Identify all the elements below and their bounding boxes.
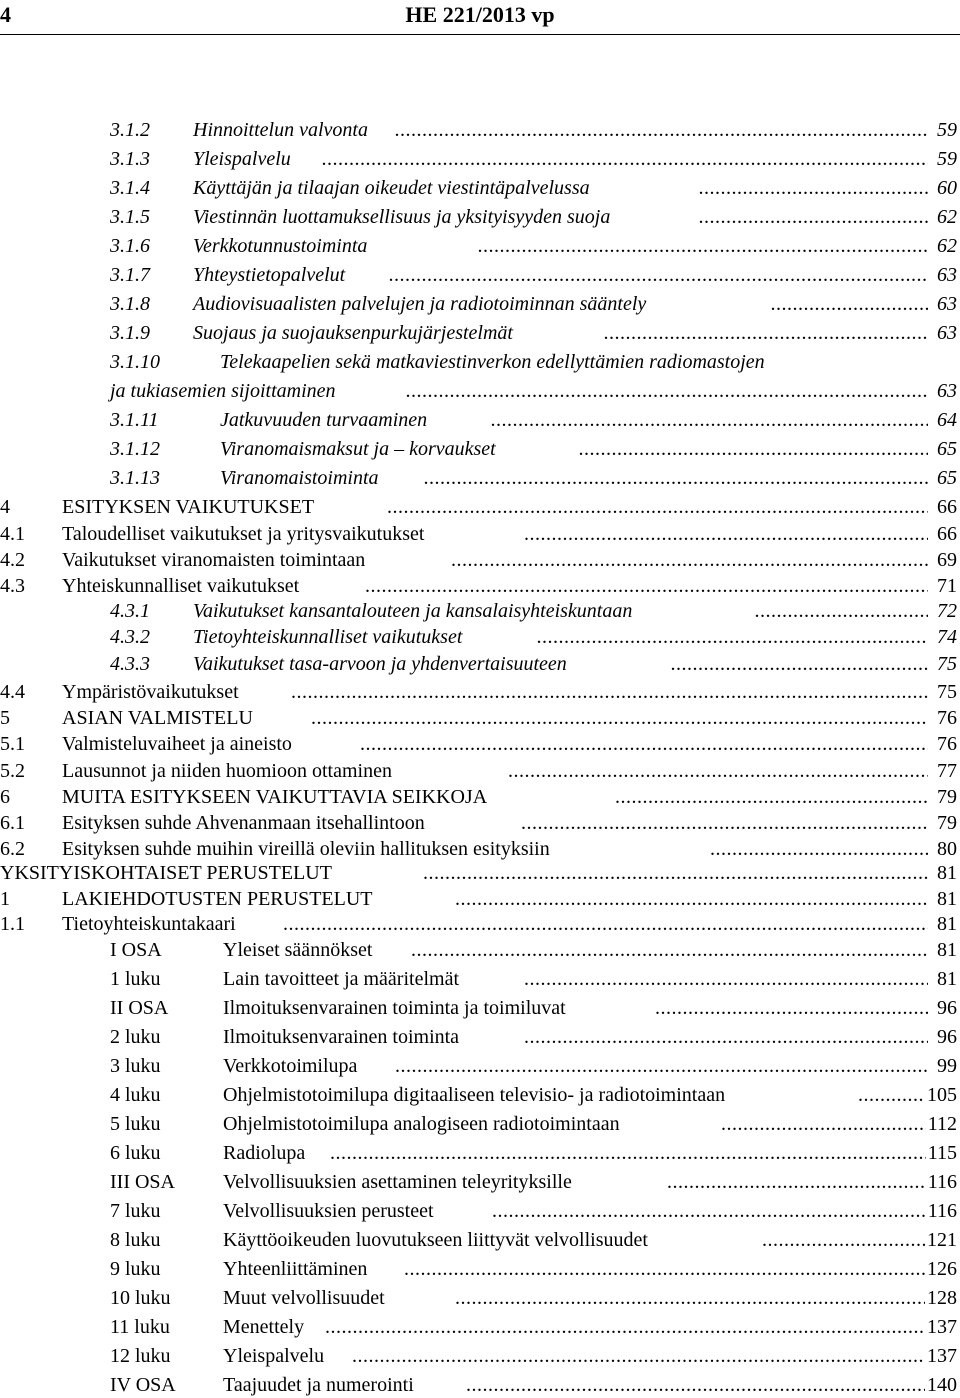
- toc-entry-title: Tietoyhteiskuntakaari: [62, 913, 236, 935]
- toc-entry-title: Vaikutukset tasa-arvoon ja yhdenvertaisuuteen: [193, 653, 567, 675]
- toc-leader-dots: [451, 547, 928, 573]
- toc-leader-dots: [311, 705, 928, 731]
- toc-entry-number: 3.1.11: [110, 409, 159, 431]
- toc-entry[interactable]: [0, 731, 960, 757]
- toc-entry-title: Viestinnän luottamuksellisuus ja yksityisyyden suoja: [193, 206, 611, 228]
- toc-entry-title: Esityksen suhde muihin vireillä oleviin hallituksen esityksiin: [62, 838, 550, 860]
- toc-entry-number: 6.2: [0, 838, 25, 860]
- toc-leader-dots: [699, 204, 928, 230]
- toc-entry[interactable]: [0, 1372, 960, 1398]
- toc-entry-number: I OSA: [110, 939, 162, 961]
- toc-leader-dots: [387, 494, 928, 520]
- toc-entry-title: Muut velvollisuudet: [223, 1287, 385, 1309]
- toc-leader-dots: [521, 810, 928, 836]
- toc-entry-title: Audiovisuaalisten palvelujen ja radiotoiminnan sääntely: [193, 293, 647, 315]
- toc-entry[interactable]: [0, 291, 960, 317]
- toc-entry-page: 126: [927, 1258, 957, 1280]
- toc-entry[interactable]: [0, 810, 960, 836]
- toc-leader-dots: [762, 1227, 928, 1253]
- toc-entry-number: 9 luku: [110, 1258, 161, 1280]
- toc-entry[interactable]: [0, 1256, 960, 1282]
- toc-entry[interactable]: [0, 1082, 960, 1108]
- toc-entry-title: Hinnoittelun valvonta: [193, 119, 368, 141]
- toc-entry-title: Ympäristövaikutukset: [62, 681, 239, 703]
- toc-leader-dots: [655, 995, 928, 1021]
- toc-entry-number: 3 luku: [110, 1055, 161, 1077]
- toc-leader-dots: [365, 573, 928, 599]
- toc-entry-title: Vaikutukset kansantalouteen ja kansalaisyhteiskuntaan: [193, 600, 633, 622]
- toc-entry-title: ASIAN VALMISTELU: [62, 707, 253, 729]
- toc-leader-dots: [492, 1198, 928, 1224]
- toc-entry-page: 81: [937, 888, 957, 910]
- toc-entry-page: 60: [937, 177, 957, 199]
- toc-entry[interactable]: [0, 175, 960, 201]
- toc-entry-page: 96: [937, 1026, 957, 1048]
- toc-leader-dots: [455, 886, 928, 912]
- toc-leader-dots: [524, 1024, 928, 1050]
- toc-entry-title: LAKIEHDOTUSTEN PERUSTELUT: [62, 888, 373, 910]
- toc-entry-number: 3.1.5: [110, 206, 150, 228]
- toc-entry-number: 4.4: [0, 681, 25, 703]
- toc-entry[interactable]: [0, 679, 960, 705]
- toc-entry-number: 5 luku: [110, 1113, 161, 1135]
- toc-leader-dots: [524, 966, 928, 992]
- toc-entry-page: 79: [937, 812, 957, 834]
- toc-entry-title: Ohjelmistotoimilupa digitaaliseen televisio- ja radiotoimintaan: [223, 1084, 726, 1106]
- toc-entry-page: 63: [937, 380, 957, 402]
- toc-entry-number: 3.1.12: [110, 438, 160, 460]
- toc-entry-number: 3.1.7: [110, 264, 150, 286]
- toc-entry[interactable]: [0, 995, 960, 1021]
- toc-entry-page: 66: [937, 496, 957, 518]
- toc-leader-dots: [604, 320, 928, 346]
- toc-leader-dots: [537, 624, 928, 650]
- toc-entry-number: 3.1.2: [110, 119, 150, 141]
- toc-entry-title: Yleiset säännökset: [223, 939, 373, 961]
- toc-entry-page: 72: [937, 600, 957, 622]
- toc-entry-page: 59: [937, 119, 957, 141]
- toc-entry-number: 4.1: [0, 523, 25, 545]
- toc-entry-number: 4.2: [0, 549, 25, 571]
- toc-entry[interactable]: [0, 784, 960, 810]
- toc-entry-number: 5.2: [0, 760, 25, 782]
- toc-entry-title-continued: ja tukiasemien sijoittaminen: [110, 380, 336, 402]
- toc-entry[interactable]: [0, 1140, 960, 1166]
- toc-entry-page: 69: [937, 549, 957, 571]
- toc-leader-dots: [411, 937, 928, 963]
- toc-entry[interactable]: [0, 651, 960, 677]
- toc-entry-number: 1: [0, 888, 10, 910]
- toc-entry[interactable]: [0, 1343, 960, 1369]
- toc-leader-dots: [508, 758, 928, 784]
- toc-entry-number: 4 luku: [110, 1084, 161, 1106]
- toc-entry-title: MUITA ESITYKSEEN VAIKUTTAVIA SEIKKOJA: [62, 786, 488, 808]
- toc-entry-number: 3.1.4: [110, 177, 150, 199]
- toc-entry[interactable]: [0, 886, 960, 912]
- toc-entry-page: 81: [937, 862, 957, 884]
- toc-entry[interactable]: [0, 911, 960, 937]
- toc-entry[interactable]: [0, 758, 960, 784]
- toc-entry-page: 59: [937, 148, 957, 170]
- toc-entry-title: Radiolupa: [223, 1142, 306, 1164]
- toc-leader-dots: [291, 679, 928, 705]
- toc-entry-title: Jatkuvuuden turvaaminen: [220, 409, 428, 431]
- toc-entry[interactable]: [0, 937, 960, 963]
- toc-entry-number: 4: [0, 496, 10, 518]
- toc-entry-page: 71: [937, 575, 957, 597]
- toc-entry-page: 81: [937, 939, 957, 961]
- toc-entry-number: 1 luku: [110, 968, 161, 990]
- toc-entry[interactable]: [0, 494, 960, 520]
- toc-entry-number: 4.3.3: [110, 653, 150, 675]
- toc-entry-title: Tietoyhteiskunnalliset vaikutukset: [193, 626, 463, 648]
- toc-entry-number: 3.1.3: [110, 148, 150, 170]
- toc-entry-number: 6 luku: [110, 1142, 161, 1164]
- toc-entry-title: Yhteenliittäminen: [223, 1258, 368, 1280]
- toc-entry-title: Velvollisuuksien perusteet: [223, 1200, 434, 1222]
- toc-entry-title: Käyttöoikeuden luovutukseen liittyvät velvollisuudet: [223, 1229, 648, 1251]
- toc-entry-page: 66: [937, 523, 957, 545]
- document-reference: HE 221/2013 vp: [405, 2, 555, 27]
- toc-entry-page: 116: [927, 1200, 957, 1222]
- toc-entry-number: 5.1: [0, 733, 25, 755]
- toc-leader-dots: [858, 1082, 928, 1108]
- toc-entry-page: 79: [937, 786, 957, 808]
- toc-entry-number: 3.1.9: [110, 322, 150, 344]
- toc-entry-title: Verkkotoimilupa: [223, 1055, 358, 1077]
- toc-entry-number: 12 luku: [110, 1345, 171, 1367]
- toc-entry-page: 121: [927, 1229, 957, 1251]
- toc-leader-dots: [491, 407, 928, 433]
- toc-entry-page: 81: [937, 968, 957, 990]
- toc-entry[interactable]: [0, 1198, 960, 1224]
- toc-entry-page: 63: [937, 264, 957, 286]
- toc-entry-page: 80: [937, 838, 957, 860]
- toc-entry[interactable]: [0, 547, 960, 573]
- toc-leader-dots: [406, 378, 928, 404]
- toc-leader-dots: [424, 465, 928, 491]
- toc-leader-dots: [325, 1314, 928, 1340]
- toc-entry-number: 6.1: [0, 812, 25, 834]
- toc-leader-dots: [395, 117, 928, 143]
- toc-entry-title: Lain tavoitteet ja määritelmät: [223, 968, 460, 990]
- toc-leader-dots: [283, 911, 928, 937]
- toc-entry-title: Taajuudet ja numerointi: [223, 1374, 414, 1396]
- toc-entry-number: 11 luku: [110, 1316, 170, 1338]
- toc-entry[interactable]: [0, 465, 960, 491]
- toc-leader-dots: [395, 1053, 928, 1079]
- toc-entry[interactable]: [0, 521, 960, 547]
- toc-leader-dots: [667, 1169, 928, 1195]
- toc-entry-title: Valmisteluvaiheet ja aineisto: [62, 733, 292, 755]
- toc-entry[interactable]: [0, 351, 960, 404]
- toc-entry-page: 137: [927, 1345, 957, 1367]
- toc-entry-page: 115: [927, 1142, 957, 1164]
- toc-entry[interactable]: [0, 1314, 960, 1340]
- toc-entry[interactable]: [0, 1024, 960, 1050]
- toc-entry[interactable]: [0, 705, 960, 731]
- toc-entry[interactable]: [0, 146, 960, 172]
- toc-entry-title: Verkkotunnustoiminta: [193, 235, 368, 257]
- toc-entry[interactable]: [0, 624, 960, 650]
- toc-entry-page: 65: [937, 467, 957, 489]
- toc-entry-page: 76: [937, 707, 957, 729]
- toc-entry[interactable]: [0, 836, 960, 862]
- toc-entry-page: 96: [937, 997, 957, 1019]
- toc-entry[interactable]: [0, 436, 960, 462]
- toc-entry[interactable]: [0, 1285, 960, 1311]
- toc-leader-dots: [771, 291, 928, 317]
- toc-entry-page: 63: [937, 322, 957, 344]
- toc-entry-title: Yleispalvelu: [193, 148, 291, 170]
- toc-entry-title: Yhteystietopalvelut: [193, 264, 346, 286]
- toc-entry-page: 65: [937, 438, 957, 460]
- toc-entry-page: 81: [937, 913, 957, 935]
- toc-entry-page: 116: [927, 1171, 957, 1193]
- toc-entry-page: 63: [937, 293, 957, 315]
- toc-entry[interactable]: [0, 1053, 960, 1079]
- toc-entry-title: Yhteiskunnalliset vaikutukset: [62, 575, 300, 597]
- toc-entry-number: 1.1: [0, 913, 25, 935]
- toc-entry-page: 105: [927, 1084, 957, 1106]
- toc-entry-page: 112: [927, 1113, 957, 1135]
- toc-entry-number: III OSA: [110, 1171, 175, 1193]
- toc-entry[interactable]: [0, 598, 960, 624]
- toc-entry[interactable]: [0, 860, 960, 886]
- toc-entry-title: Käyttäjän ja tilaajan oikeudet viestintäpalvelussa: [193, 177, 590, 199]
- toc-entry-page: 64: [937, 409, 957, 431]
- toc-entry-title: Suojaus ja suojauksenpurkujärjestelmät: [193, 322, 513, 344]
- toc-entry-title: Vaikutukset viranomaisten toimintaan: [62, 549, 366, 571]
- toc-entry[interactable]: [0, 1169, 960, 1195]
- toc-entry[interactable]: [0, 1227, 960, 1253]
- toc-leader-dots: [755, 598, 928, 624]
- toc-leader-dots: [330, 1140, 928, 1166]
- toc-leader-dots: [322, 146, 928, 172]
- toc-entry-title: Velvollisuuksien asettaminen teleyrityksille: [223, 1171, 572, 1193]
- toc-leader-dots: [671, 651, 928, 677]
- toc-entry-number: 10 luku: [110, 1287, 171, 1309]
- toc-entry-page: 62: [937, 235, 957, 257]
- toc-entry[interactable]: [0, 117, 960, 143]
- toc-entry-page: 99: [937, 1055, 957, 1077]
- toc-entry[interactable]: [0, 966, 960, 992]
- toc-entry-page: 140: [927, 1374, 957, 1396]
- toc-entry-number: 2 luku: [110, 1026, 161, 1048]
- toc-entry-title: Lausunnot ja niiden huomioon ottaminen: [62, 760, 392, 782]
- toc-entry-page: 75: [937, 681, 957, 703]
- toc-entry[interactable]: [0, 407, 960, 433]
- toc-entry-number: 6: [0, 786, 10, 808]
- toc-entry-page: 75: [937, 653, 957, 675]
- toc-entry-title: Esityksen suhde Ahvenanmaan itsehallintoon: [62, 812, 425, 834]
- toc-entry-title: Yleispalvelu: [223, 1345, 325, 1367]
- toc-leader-dots: [455, 1285, 928, 1311]
- toc-leader-dots: [524, 521, 928, 547]
- toc-leader-dots: [615, 784, 928, 810]
- toc-entry-title: ESITYKSEN VAIKUTUKSET: [62, 496, 315, 518]
- toc-leader-dots: [710, 836, 928, 862]
- toc-leader-dots: [579, 436, 928, 462]
- toc-entry-title: YKSITYISKOHTAISET PERUSTELUT: [0, 862, 332, 884]
- toc-leader-dots: [352, 1343, 928, 1369]
- toc-entry[interactable]: [0, 573, 960, 599]
- toc-entry-page: 128: [927, 1287, 957, 1309]
- toc-entry-page: 77: [937, 760, 957, 782]
- toc-leader-dots: [360, 731, 928, 757]
- toc-entry[interactable]: [0, 1111, 960, 1137]
- toc-entry-title: Viranomaismaksut ja – korvaukset: [220, 438, 496, 460]
- toc-entry-number: 3.1.6: [110, 235, 150, 257]
- toc-entry-number: 3.1.8: [110, 293, 150, 315]
- toc-leader-dots: [423, 860, 928, 886]
- toc-entry-number: 7 luku: [110, 1200, 161, 1222]
- toc-entry-title: Ilmoituksenvarainen toiminta: [223, 1026, 460, 1048]
- toc-entry-page: 137: [927, 1316, 957, 1338]
- toc-leader-dots: [721, 1111, 928, 1137]
- toc-entry-number: 5: [0, 707, 10, 729]
- toc-entry[interactable]: [0, 320, 960, 346]
- toc-entry-page: 76: [937, 733, 957, 755]
- toc-entry-title: Taloudelliset vaikutukset ja yritysvaikutukset: [62, 523, 425, 545]
- toc-entry-number: 8 luku: [110, 1229, 161, 1251]
- toc-entry[interactable]: [0, 262, 960, 288]
- toc-entry-number: 3.1.13: [110, 467, 160, 489]
- toc-entry-number: 4.3: [0, 575, 25, 597]
- toc-entry-title: Ilmoituksenvarainen toiminta ja toimiluvat: [223, 997, 566, 1019]
- toc-entry[interactable]: [0, 233, 960, 259]
- toc-entry-number: IV OSA: [110, 1374, 176, 1396]
- toc-entry-title: Telekaapelien sekä matkaviestinverkon edellyttämien radiomastojen: [220, 351, 765, 373]
- toc-leader-dots: [389, 262, 928, 288]
- toc-leader-dots: [466, 1372, 928, 1398]
- toc-entry-title: Menettely: [223, 1316, 305, 1338]
- toc-entry-page: 74: [937, 626, 957, 648]
- toc-entry-number: 3.1.10: [110, 351, 160, 373]
- toc-entry-number: II OSA: [110, 997, 169, 1019]
- toc-entry-page: 62: [937, 206, 957, 228]
- toc-entry-title: Viranomaistoiminta: [220, 467, 379, 489]
- toc-entry-number: 4.3.1: [110, 600, 150, 622]
- toc-leader-dots: [404, 1256, 928, 1282]
- page-number: 4: [0, 2, 11, 27]
- toc-entry[interactable]: [0, 204, 960, 230]
- toc-leader-dots: [478, 233, 928, 259]
- toc-leader-dots: [699, 175, 928, 201]
- toc-entry-title: Ohjelmistotoimilupa analogiseen radiotoimintaan: [223, 1113, 620, 1135]
- toc-entry-number: 4.3.2: [110, 626, 150, 648]
